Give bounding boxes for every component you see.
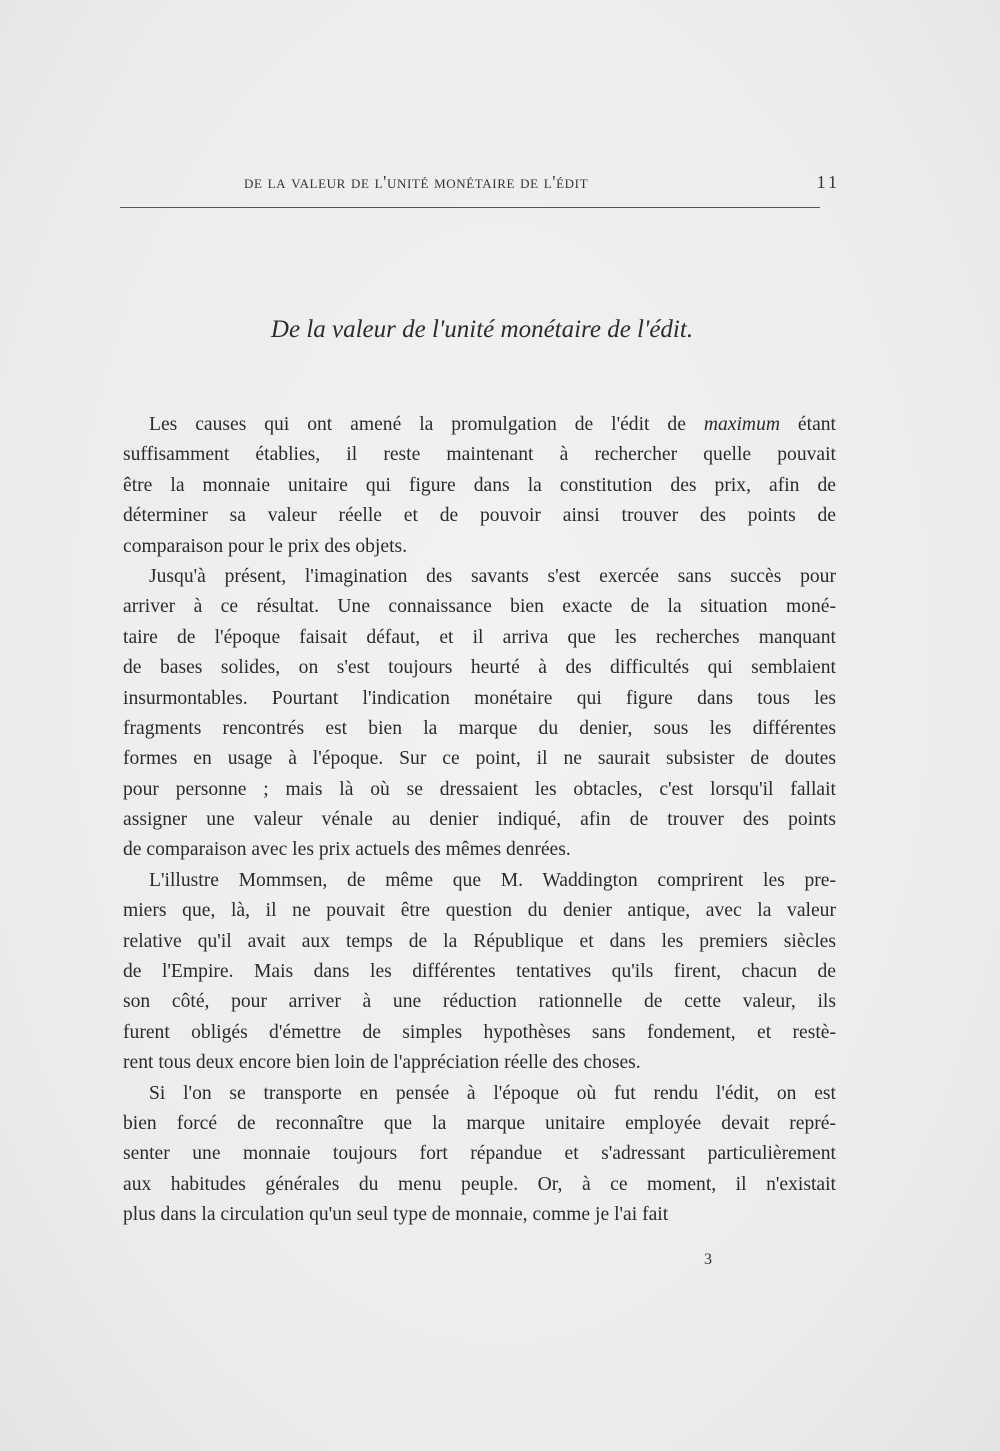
text-line [123, 1109, 836, 1139]
text-line [123, 562, 836, 592]
text-segment: arriver à ce résultat. Une connaissance bien exacte de la situation moné- [123, 596, 836, 618]
text-line [123, 592, 836, 622]
text-segment: bien forcé de reconnaître que la marque unitaire employée devait repré- [123, 1112, 836, 1134]
text-segment: suffisamment établies, il reste maintenant à rechercher quelle pouvait [123, 444, 836, 466]
text-segment: furent obligés d'émettre de simples hypothèses sans fondement, et restè- [123, 1021, 836, 1043]
text-line [123, 866, 836, 896]
text-line [123, 684, 836, 714]
text-segment: Jusqu'à présent, l'imagination des savants s'est exercée sans succès pour [149, 565, 836, 587]
text-line [123, 653, 836, 683]
text-segment: être la monnaie unitaire qui figure dans la constitution des prix, afin de [123, 474, 836, 496]
text-segment: insurmontables. Pourtant l'indication monétaire qui figure dans tous les [123, 687, 836, 709]
text-segment: comparaison pour le prix des objets. [123, 535, 408, 557]
text-segment: Les causes qui ont amené la promulgation de l'édit de [149, 414, 704, 435]
text-segment: relative qu'il avait aux temps de la République et dans les premiers siècles [123, 930, 836, 952]
text-line [123, 805, 836, 835]
text-segment: plus dans la circulation qu'un seul type de monnaie, comme je l'ai fait [123, 1204, 669, 1226]
paragraph [123, 562, 836, 866]
paragraph [123, 1079, 836, 1231]
paragraph [123, 866, 836, 1079]
text-line [123, 1170, 836, 1200]
text-line [123, 714, 836, 744]
text-line [123, 1200, 836, 1230]
text-segment: senter une monnaie toujours fort répandue et s'adressant particulièrement [123, 1143, 836, 1165]
text-segment: pour personne ; mais là où se dressaient les obtacles, c'est lorsqu'il fallait [123, 778, 836, 800]
text-line [123, 1048, 836, 1078]
text-line [123, 927, 836, 957]
text-segment: son côté, pour arriver à une réduction rationnelle de cette valeur, ils [123, 991, 836, 1013]
text-line [123, 471, 836, 501]
text-line [123, 1139, 836, 1169]
text-segment: assigner une valeur vénale au denier indiqué, afin de trouver des points [123, 809, 836, 831]
text-segment: taire de l'époque faisait défaut, et il arriva que les recherches manquant [123, 626, 836, 648]
text-segment: fragments rencontrés est bien la marque du denier, sous les différentes [123, 717, 836, 739]
text-segment: formes en usage à l'époque. Sur ce point, il ne saurait subsister de doutes [123, 748, 836, 770]
italic-term: maximum [703, 414, 781, 435]
section-title-text: De la valeur de l'unité monétaire de l'édit. [270, 316, 694, 343]
signature-mark: 3 [704, 1251, 712, 1268]
header-rule [120, 207, 820, 208]
text-line [123, 744, 836, 774]
text-line [123, 1079, 836, 1109]
text-line [123, 957, 836, 987]
text-line [123, 987, 836, 1017]
page-number: 11 [816, 172, 840, 192]
running-head [120, 172, 840, 196]
text-segment: de comparaison avec les prix actuels des mêmes denrées. [123, 839, 571, 861]
text-segment: rent tous deux encore bien loin de l'appréciation réelle des choses. [123, 1052, 641, 1074]
text-line [123, 623, 836, 653]
text-line [123, 501, 836, 531]
text-segment: aux habitudes générales du menu peuple. Or, à ce moment, il n'existait [123, 1173, 836, 1195]
text-line [123, 835, 836, 865]
text-line [123, 440, 836, 470]
section-title [0, 316, 1000, 344]
text-segment: de l'Empire. Mais dans les différentes tentatives qu'ils firent, chacun de [123, 961, 836, 983]
text-line [123, 775, 836, 805]
paragraph [123, 410, 836, 562]
text-line [123, 1018, 836, 1048]
text-segment: étant [780, 414, 837, 435]
body-text [123, 410, 836, 1231]
text-segment: de bases solides, on s'est toujours heurté à des difficultés qui semblaient [123, 657, 836, 679]
text-line [123, 532, 836, 562]
text-segment: déterminer sa valeur réelle et de pouvoir ainsi trouver des points de [123, 505, 836, 527]
text-line [123, 896, 836, 926]
text-segment: Si l'on se transporte en pensée à l'époque où fut rendu l'édit, on est [149, 1082, 836, 1104]
text-line [123, 410, 836, 440]
text-segment: L'illustre Mommsen, de même que M. Waddington comprirent les pre- [149, 869, 836, 891]
text-segment: miers que, là, il ne pouvait être question du denier antique, avec la valeur [123, 900, 836, 922]
running-title: de la valeur de l'unité monétaire de l'édit [244, 172, 589, 192]
